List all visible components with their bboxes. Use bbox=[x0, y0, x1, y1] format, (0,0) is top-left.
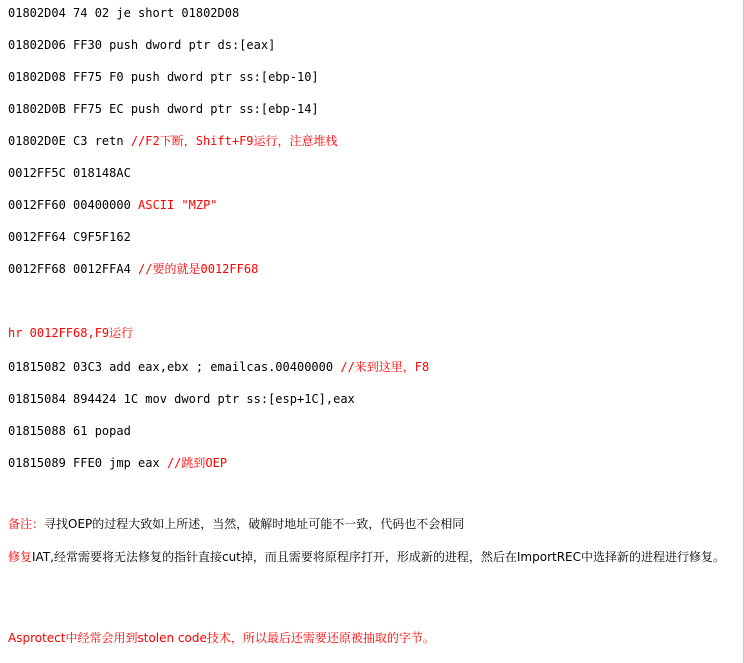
code-line-8 bbox=[8, 230, 131, 244]
code-text: 0012FF64 C9F5F162 bbox=[8, 230, 131, 244]
code-comment: //要的就是0012FF68 bbox=[138, 262, 259, 276]
code-line-13 bbox=[8, 456, 227, 470]
code-text: 01802D04 74 02 je short 01802D08 bbox=[8, 6, 240, 20]
code-line-2 bbox=[8, 38, 275, 52]
code-text: 01815082 03C3 add eax,ebx ; emailcas.00400000 bbox=[8, 360, 341, 374]
code-comment: //来到这里，F8 bbox=[340, 360, 430, 374]
code-line-10 bbox=[8, 360, 429, 374]
code-line-11 bbox=[8, 392, 355, 406]
code-text: 0012FF60 00400000 bbox=[8, 198, 139, 212]
code-comment: //F2下断，Shift+F9运行，注意堆栈 bbox=[130, 134, 338, 148]
code-text: 01815089 FFE0 jmp eax bbox=[8, 456, 167, 470]
code-text: 0012FF68 0012FFA4 bbox=[8, 262, 139, 276]
code-line-6 bbox=[8, 166, 131, 180]
iat-fix-text: IAT,经常需要将无法修复的指针直接cut掉，而且需要将原程序打开，形成新的进程，然后在ImportREC中选择新的进程进行修复。 bbox=[32, 550, 726, 564]
code-comment: //跳到OEP bbox=[166, 456, 228, 470]
code-line-4 bbox=[8, 102, 319, 116]
code-line-3 bbox=[8, 70, 319, 84]
asprotect-paragraph: Asprotect中经常会用到stolen code技术，所以最后还需要还原被抽取的字节。 bbox=[8, 631, 435, 645]
instruction-line: hr 0012FF68,F9运行 bbox=[8, 326, 134, 340]
code-text: 01802D0E C3 retn bbox=[8, 134, 131, 148]
code-text: 01802D08 FF75 F0 push dword ptr ss:[ebp-10] bbox=[8, 70, 319, 84]
code-line-9 bbox=[8, 262, 258, 276]
note-label: 备注： bbox=[8, 517, 45, 531]
code-comment: ASCII "MZP" bbox=[138, 198, 218, 212]
code-text: 01802D0B FF75 EC push dword ptr ss:[ebp-14] bbox=[8, 102, 319, 116]
code-line-1 bbox=[8, 6, 239, 20]
code-text: 0012FF5C 018148AC bbox=[8, 166, 131, 180]
note-text: 寻找OEP的过程大致如上所述，当然，破解时地址可能不一致，代码也不会相同 bbox=[44, 517, 465, 531]
code-text: 01815084 894424 1C mov dword ptr ss:[esp+1C],eax bbox=[8, 392, 355, 406]
code-line-12 bbox=[8, 424, 131, 438]
code-text: 01815088 61 popad bbox=[8, 424, 131, 438]
code-line-7 bbox=[8, 198, 218, 212]
iat-fix-label: 修复 bbox=[8, 550, 33, 564]
iat-fix-paragraph bbox=[8, 549, 742, 565]
code-text: 01802D06 FF30 push dword ptr ds:[eax] bbox=[8, 38, 276, 52]
note-paragraph bbox=[8, 516, 742, 532]
code-line-5 bbox=[8, 134, 338, 148]
